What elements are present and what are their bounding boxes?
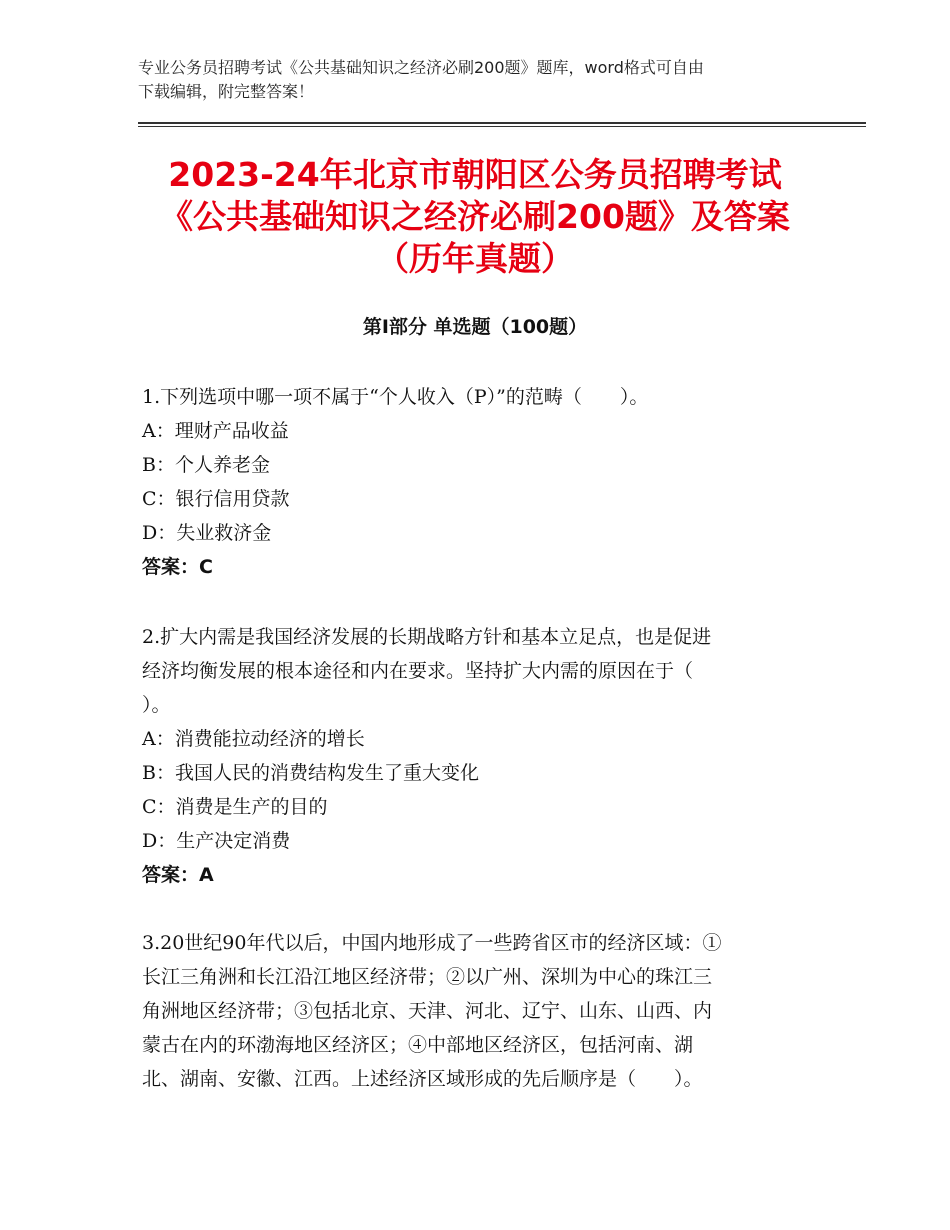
answer-label: 答案：A: [142, 864, 214, 886]
option-a: A：理财产品收益: [142, 420, 289, 442]
option-a: A：消费能拉动经济的增长: [142, 728, 365, 750]
question-stem-line-3: 角洲地区经济带；③包括北京、天津、河北、辽宁、山东、山西、内: [142, 1000, 713, 1022]
header-divider-thin: [138, 126, 866, 127]
option-d: D：生产决定消费: [142, 830, 291, 852]
section-heading: 第Ⅰ部分 单选题（100题）: [362, 316, 588, 338]
option-b: B：我国人民的消费结构发生了重大变化: [142, 762, 479, 784]
option-c: C：银行信用贷款: [142, 488, 290, 510]
answer-label: 答案：C: [142, 556, 213, 578]
document-header-note: [138, 56, 818, 104]
question-stem-line-2: 长江三角洲和长江沿江地区经济带；②以广州、深圳为中心的珠江三: [142, 966, 713, 988]
question-stem-line-5: 北、湖南、安徽、江西。上述经济区域形成的先后顺序是（ ）。: [142, 1068, 703, 1090]
question-stem-line-3: ）。: [142, 694, 171, 716]
option-b: B：个人养老金: [142, 454, 270, 476]
header-divider-thick: [138, 122, 866, 124]
header-note-line-2: 下载编辑，附完整答案！: [138, 82, 315, 101]
question-stem-line-1: 2.扩大内需是我国经济发展的长期战略方针和基本立足点，也是促进: [142, 626, 712, 648]
title-line-1: 2023-24年北京市朝阳区公务员招聘考试: [168, 155, 782, 194]
title-line-3: （历年真题）: [376, 239, 574, 278]
question-1: [142, 380, 822, 584]
question-stem-line-1: 3.20世纪90年代以后，中国内地形成了一些跨省区市的经济区域：①: [142, 932, 722, 954]
header-note-line-1: 专业公务员招聘考试《公共基础知识之经济必刷200题》题库，word格式可自由: [138, 58, 704, 77]
question-stem: 1.下列选项中哪一项不属于“个人收入（P）”的范畴（ ）。: [142, 386, 649, 408]
title-line-2: 《公共基础知识之经济必刷200题》及答案: [160, 197, 790, 236]
option-c: C：消费是生产的目的: [142, 796, 328, 818]
question-stem-line-4: 蒙古在内的环渤海地区经济区；④中部地区经济区，包括河南、湖: [142, 1034, 694, 1056]
question-3: [142, 926, 822, 1096]
question-2: [142, 620, 822, 892]
option-d: D：失业救济金: [142, 522, 272, 544]
question-stem-line-2: 经济均衡发展的根本途径和内在要求。坚持扩大内需的原因在于（: [142, 660, 694, 682]
document-title: [100, 154, 850, 280]
